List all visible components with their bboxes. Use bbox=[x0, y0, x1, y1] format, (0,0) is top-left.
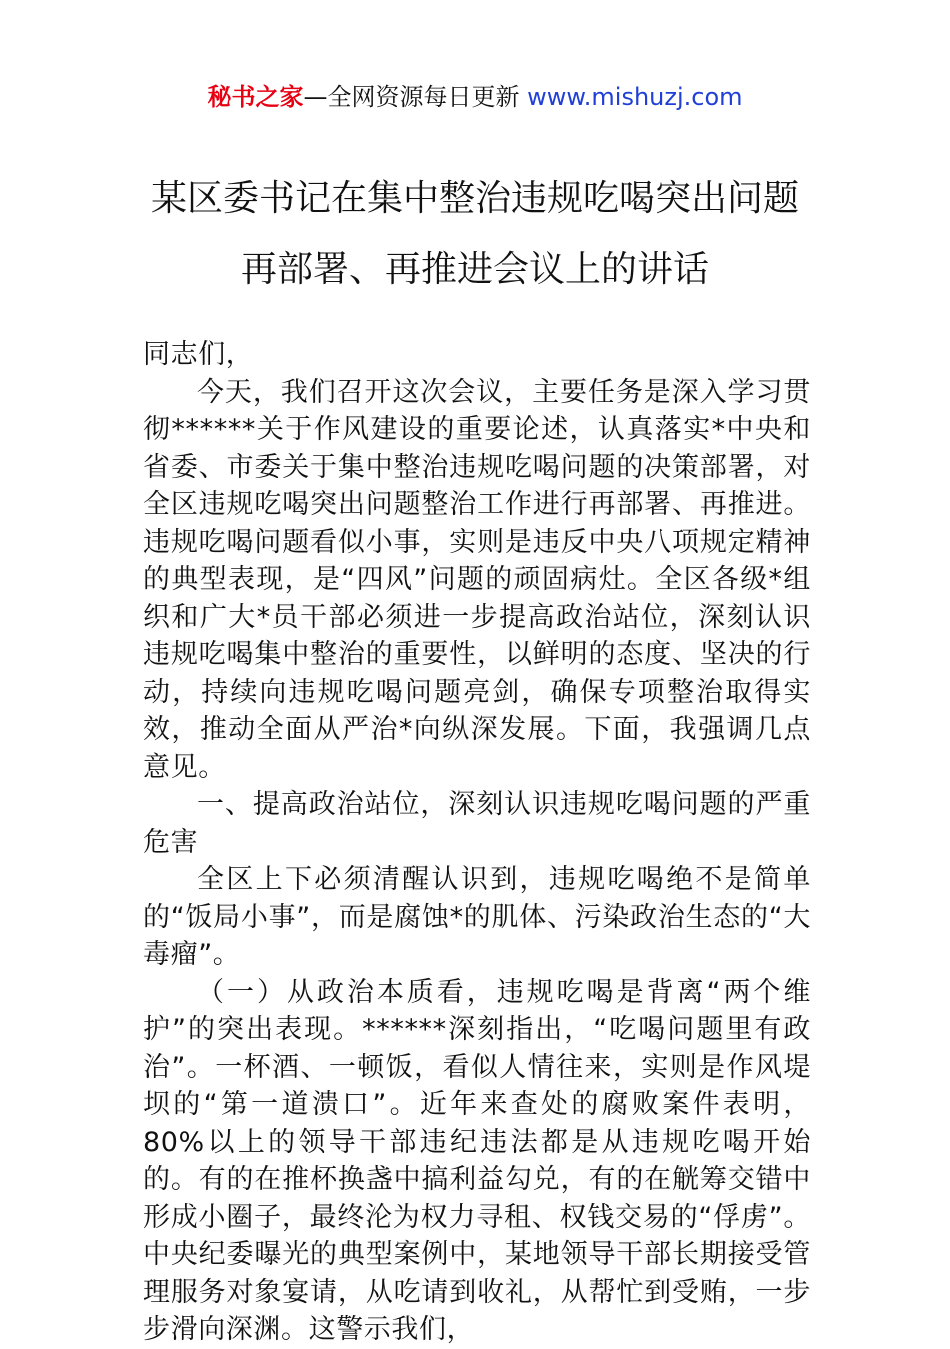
site-tagline: —全网资源每日更新 bbox=[303, 83, 520, 111]
document-title-line-2: 再部署、再推进会议上的讲话 bbox=[240, 249, 709, 290]
site-header bbox=[0, 80, 950, 114]
paragraph-intro: 今天，我们召开这次会议，主要任务是深入学习贯彻******关于作风建设的重要论述，认真落实*中央和省委、市委关于集中整治违规吃喝问题的决策部署，对全区违规吃喝突出问题整治工作进行再部署、再推进。违规吃喝问题看似小事，实则是违反中央八项规定精神的典型表现，是“四风”问题的顽固病灶。全区各级*组织和广大*员干部必须进一步提高政治站位，深刻认识违规吃喝集中整治的重要性，以鲜明的态度、坚决的行动，持续向违规吃喝问题亮剑，确保专项整治取得实效，推动全面从严治*向纵深发展。下面，我强调几点意见。 bbox=[143, 376, 811, 783]
document-title-line-1: 某区委书记在集中整治违规吃喝突出问题 bbox=[150, 178, 799, 219]
site-url-link[interactable]: www.mishuzj.com bbox=[527, 83, 743, 111]
paragraph-section-1-lead: 全区上下必须清醒认识到，违规吃喝绝不是简单的“饭局小事”，而是腐蚀*的肌体、污染政治生态的“大毒瘤”。 bbox=[143, 864, 811, 970]
site-brand: 秘书之家 bbox=[207, 83, 304, 111]
document-body bbox=[143, 336, 811, 1349]
section-heading-1: 一、提高政治站位，深刻认识违规吃喝问题的严重危害 bbox=[143, 789, 811, 858]
salutation: 同志们， bbox=[143, 339, 254, 370]
paragraph-subsection-1: （一）从政治本质看，违规吃喝是背离“两个维护”的突出表现。******深刻指出，“吃喝问题里有政治”。一杯酒、一顿饭，看似人情往来，实则是作风堤坝的“第一道溃口”。近年来查处的腐败案件表明，80%以上的领导干部违纪违法都是从违规吃喝开始的。有的在推杯换盏中搞利益勾兑，有的在觥筹交错中形成小圈子，最终沦为权力寻租、权钱交易的“俘虏”。中央纪委曝光的典型案例中，某地领导干部长期接受管理服务对象宴请，从吃请到收礼，从帮忙到受贿，一步步滑向深渊。这警示我们， bbox=[143, 976, 811, 1345]
